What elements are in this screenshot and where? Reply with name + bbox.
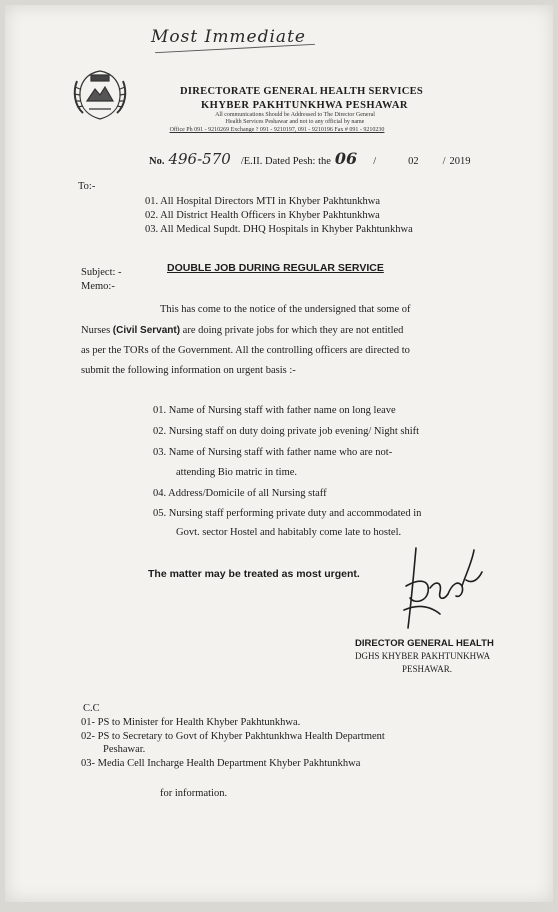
kpk-emblem-icon [69,63,131,123]
body-line [81,325,403,336]
cc-label: C.C [83,703,100,714]
cc-item: 03- Media Cell Incharge Health Department Khyber Pakhtunkhwa [81,758,361,769]
for-information: for information. [160,788,228,799]
body-text: Nurses [81,325,111,336]
signatory-title: DIRECTOR GENERAL HEALTH [355,638,494,649]
ref-day: 06 [334,149,358,168]
ref-year: 2019 [449,156,471,167]
body-line: as per the TORs of the Government. All the controlling officers are directed to [81,345,410,356]
ref-no-label: No. [149,156,165,167]
ref-dated-label: /E.II. Dated Pesh: the [240,156,331,167]
to-label: To:- [78,181,96,192]
list-item: 05. Nursing staff performing private duty and accommodated in [153,508,422,519]
recipient-item: 02. All District Health Officers in Khyber Pakhtunkhwa [145,210,380,221]
list-item-continuation: attending Bio matric in time. [176,467,298,478]
letter-page [5,5,553,902]
contact-numbers: Office Ph 091 - 9210269 Exchange ? 091 - 9210197, 091 - 9210196 Fax # 091 - 9210230 [169,127,385,133]
ref-sep2: / [442,156,446,167]
body-text: are doing private jobs for which they are not entitled [182,325,404,336]
cc-item: 01- PS to Minister for Health Khyber Pakhtunkhwa. [81,717,301,728]
subject-title: DOUBLE JOB DURING REGULAR SERVICE [167,262,384,274]
cc-item-continuation: Peshawar. [103,744,146,755]
signatory-city: PESHAWAR. [402,664,453,674]
civil-servant-emphasis: (Civil Servant) [112,325,181,336]
org-name-line1: DIRECTORATE GENERAL HEALTH SERVICES [180,86,424,97]
ref-sep1: / [373,156,377,167]
signature-scribble [400,540,490,635]
org-name-line2: KHYBER PAKHTUNKHWA PESHAWAR [201,100,408,111]
closing-remark: The matter may be treated as most urgent. [148,568,360,580]
list-item-continuation: Govt. sector Hostel and habitably come late to hostel. [176,527,402,538]
handwritten-annotation: Most Immediate [151,27,306,47]
signatory-office: DGHS KHYBER PAKHTUNKHWA [355,651,491,661]
fine-print-line1: All communications Should be Addressed to The Director General [215,112,375,118]
memo-label: Memo:- [81,281,115,292]
list-item: 02. Nursing staff on duty doing private job evening/ Night shift [153,426,420,437]
body-line: This has come to the notice of the undersigned that some of [160,304,411,315]
ref-month: 02 [408,156,419,167]
subject-label: Subject: - [81,267,122,278]
ref-no-value: 496-570 [168,150,231,168]
fine-print-line2: Health Services Peshawar and not to any official by name [225,119,365,125]
list-item: 03. Name of Nursing staff with father name who are not- [153,447,393,458]
reference-line [149,149,471,169]
recipient-item: 01. All Hospital Directors MTI in Khyber Pakhtunkhwa [145,196,381,207]
list-item: 04. Address/Domicile of all Nursing staff [153,488,327,499]
cc-item: 02- PS to Secretary to Govt of Khyber Pakhtunkhwa Health Department [81,731,385,742]
recipient-item: 03. All Medical Supdt. DHQ Hospitals in Khyber Pakhtunkhwa [145,224,413,235]
body-line: submit the following information on urgent basis :- [81,365,296,376]
list-item: 01. Name of Nursing staff with father name on long leave [153,405,396,416]
